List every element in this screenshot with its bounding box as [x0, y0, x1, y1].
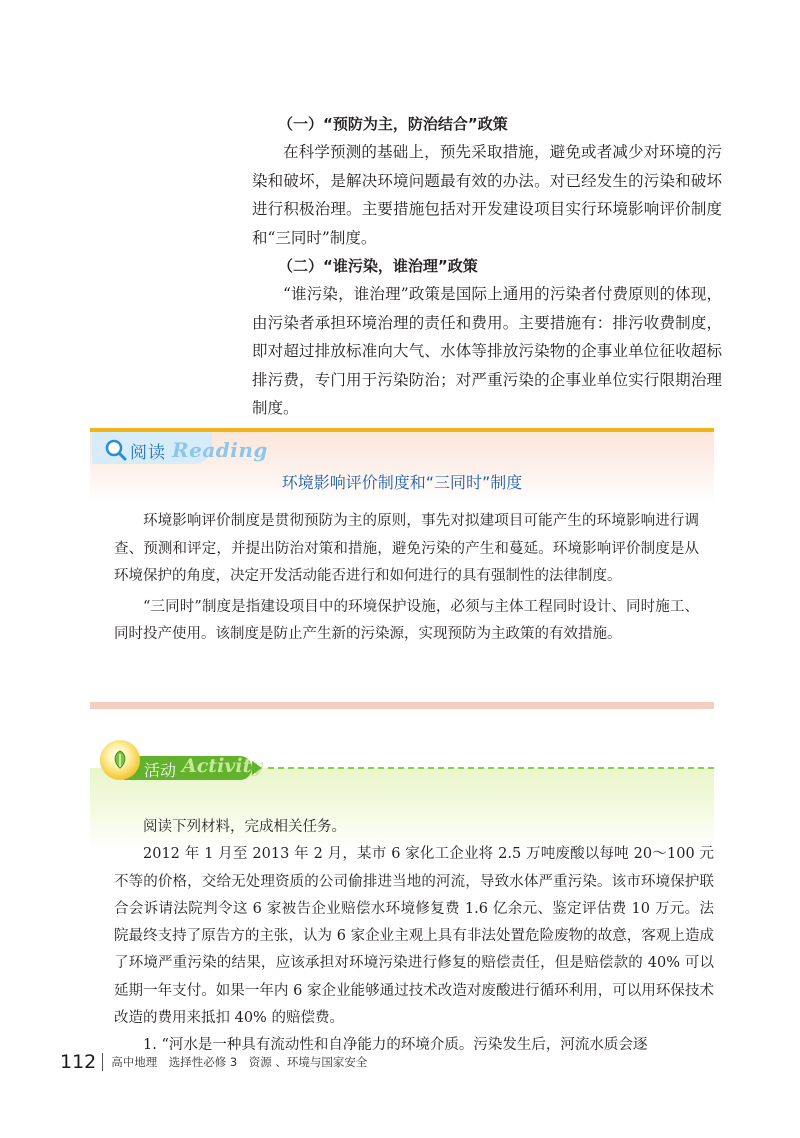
- footer-book-title: 高中地理 选择性必修 3 资源 、环境与国家安全: [111, 1055, 368, 1069]
- leaf-icon: [108, 748, 132, 772]
- page-number: 112: [60, 1051, 97, 1073]
- reading-bottom-bar: [90, 702, 714, 709]
- footer-divider: [102, 1053, 103, 1071]
- reading-body: [114, 508, 699, 652]
- section2-paragraph: “谁污染，谁治理”政策是国际上通用的污染者付费原则的体现，由污染者承担环境治理的责任和费用。主要措施有：排污收费制度，即对超过排放标准向大气、水体等排放污染物的企事业单位征收超标排污费，专门用于污染防治；对严重污染的企事业单位实行限期治理制度。: [252, 285, 722, 417]
- activity-material: 2012 年 1 月至 2013 年 2 月，某市 6 家化工企业将 2.5 万吨废酸以每吨 20～100 元不等的价格，交给无处理资质的公司偷排进当地的河流，导致水体严重污染。该市环境保护联合会诉请法院判令这 6 家被告企业赔偿水环境修复费 1.6 亿余元、鉴定评估费 10 万元。法院最终支持了原告方的主张，认为 6 家企业主观上具有非法处置危险废物的故意，客观上造成了环境严重污染的结果，应该承担对环境污染进行修复的赔偿责任，但是赔偿款的 40% 可以延期一年支付。如果一年内 6 家企业能够通过技术改造对废酸进行循环利用，可以用环保技术改造的费用来抵扣 40% 的赔偿费。: [114, 846, 714, 1027]
- activity-dashed-line: [268, 767, 714, 769]
- reading-paragraph: “三同时”制度是指建设项目中的环境保护设施，必须与主体工程同时设计、同时施工、同时投产使用。该制度是防止产生新的污染源，实现预防为主政策的有效措施。: [114, 598, 699, 642]
- activity-task-1: 1. “河水是一种具有流动性和自净能力的环境介质。污染发生后，河流水质会逐: [143, 1037, 648, 1054]
- activity-body: [114, 814, 714, 1060]
- activity-arrow: [252, 761, 262, 775]
- policy-section: [252, 112, 722, 425]
- reading-title: 环境影响评价制度和“三同时”制度: [281, 473, 523, 492]
- activity-label: 活动: [144, 761, 177, 780]
- section2-heading: （二）“谁污染，谁治理”政策: [278, 257, 478, 275]
- reading-label: 阅读: [130, 443, 166, 463]
- section1-paragraph: 在科学预测的基础上，预先采取措施，避免或者减少对环境的污染和破坏，是解决环境问题最有效的办法。对已经发生的污染和破坏进行积极治理。主要措施包括对开发建设项目实行环境影响评价制度和“三同时”制度。: [252, 143, 722, 247]
- activity-header: [90, 740, 714, 790]
- activity-intro: 阅读下列材料，完成相关任务。: [143, 819, 346, 835]
- reading-paragraph: 环境影响评价制度是贯彻预防为主的原则，事先对拟建项目可能产生的环境影响进行调查、预测和评定，并提出防治对策和措施，避免污染的产生和蔓延。环境影响评价制度是从环境保护的角度，决定开发活动能否进行和如何进行的具有强制性的法律制度。: [114, 513, 699, 584]
- activity-label-en: Activity: [182, 755, 263, 777]
- section1-heading: （一）“预防为主，防治结合”政策: [278, 115, 508, 133]
- reading-tab: [92, 432, 268, 464]
- reading-box: [90, 428, 714, 710]
- reading-label-en: Reading: [172, 438, 268, 462]
- page-footer: [60, 1050, 367, 1074]
- magnifier-icon: [104, 438, 128, 462]
